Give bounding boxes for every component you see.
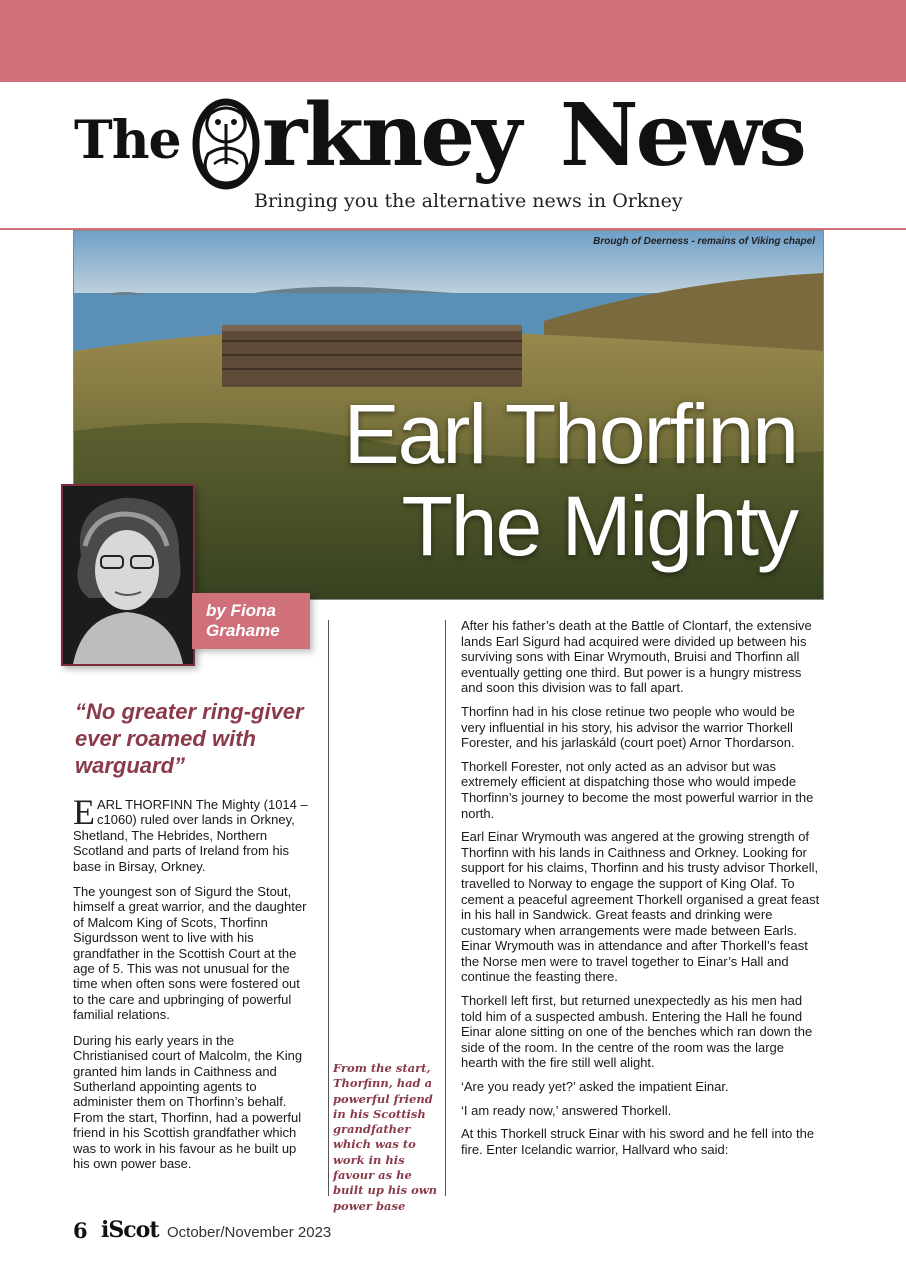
- paragraph: Earl Einar Wrymouth was angered at the growing strength of Thorfinn with his lands in Caithness and Orkney. Looking for support for his claims, Thorfinn and his trusty advisor Thorkell, travelled to Norway to engage the support of King Olaf. To cement a peaceful agreement Thorkell organised a great feast in his hall in Sandwick. Great feasts and drinking were customary when arrangements were made between Earls. Einar Wrymouth was in attendance and after Thorkell’s feast the Norse men were to travel together to Einar’s Hall and continue the feasting there.: [461, 829, 820, 985]
- paragraph-text: ARL THORFINN The Mighty (1014 – c1060) ruled over lands in Orkney, Shetland, The Hebrides, Northern Scotland and parts of Ireland from his base in Birsay, Orkney.: [73, 797, 308, 874]
- article-title-line1: Earl Thorfinn: [343, 387, 797, 481]
- masthead-news: News: [560, 85, 804, 186]
- drop-cap: E: [73, 792, 95, 832]
- column-divider: [445, 620, 446, 1196]
- paragraph: [73, 792, 311, 874]
- author-byline: by Fiona Grahame: [206, 601, 280, 640]
- top-color-band: [0, 0, 906, 82]
- paragraph: ‘Are you ready yet?’ asked the impatient Einar.: [461, 1079, 729, 1095]
- masthead: [0, 82, 906, 230]
- article-column-1: [73, 792, 311, 1181]
- paragraph: At this Thorkell struck Einar with his sword and he fell into the fire. Enter Icelandic warrior, Hallvard who said:: [461, 1126, 815, 1157]
- article-column-3: [461, 618, 821, 1165]
- page-number: 6: [73, 1218, 88, 1243]
- paragraph: The youngest son of Sigurd the Stout, himself a great warrior, and the daughter of Malcom King of Scots, Thorfinn Sigurdsson went to live with his grandfather in the Scottish Court at the age of 5. This was not unusual for the time when often sons were fostered out to the care and upbringing of powerful familial relations.: [73, 884, 307, 1023]
- paragraph: Thorkell left first, but returned unexpectedly as his men had told him of a suspected ambush. Entering the Hall he found Einar alone sitting on one of the benches which ran down the side of the room. In the centre of the room was the large hearth with the fire still well alight.: [461, 993, 813, 1071]
- photo-caption: Brough of Deerness - remains of Viking chapel: [593, 236, 815, 247]
- paragraph: ‘I am ready now,’ answered Thorkell.: [461, 1102, 672, 1118]
- byline-box: [192, 593, 310, 649]
- pull-quote: “No greater ring-giver ever roamed with warguard”: [75, 699, 304, 778]
- author-portrait: [61, 484, 195, 666]
- column-divider: [328, 620, 329, 1196]
- issue-date: October/November 2023: [167, 1224, 332, 1241]
- paragraph: Thorfinn had in his close retinue two people who would be very influential in his story, his advisor the warrior Thorkell Forester, and his jarlaskáld (court poet) Arnor Thordarson.: [461, 703, 795, 751]
- paragraph: Thorkell Forester, not only acted as an advisor but was extremely efficient at dispatching those who would impede Thorfinn’s journey to become the most powerful warrior in the north.: [461, 758, 814, 821]
- masthead-tagline: Bringing you the alternative news in Orkney: [254, 190, 683, 212]
- celtic-knot-logo-icon: [188, 94, 264, 194]
- article-title-line2: The Mighty: [401, 479, 797, 573]
- paragraph: After his father’s death at the Battle of Clontarf, the extensive lands Earl Sigurd had acquired were divided up between his surviving sons with Einar Wrymouth, Bruisi and Thorfinn all eventually getting one third. But power is a hungry mistress and soon this division was to fall apart.: [461, 618, 812, 696]
- publication-brand: iScot: [101, 1217, 159, 1243]
- paragraph: During his early years in the Christianised court of Malcolm, the King granted him lands in Caithness and Sutherland appointing agents to administer them on Thorfinn’s behalf. From the start, Thorfinn, had a powerful friend in his Scottish grandfather which was to work in his favour as he built up his own power base.: [73, 1032, 303, 1171]
- masthead-the: The: [74, 110, 181, 171]
- side-pull-quote: From the start, Thorfinn, had a powerful friend in his Scottish grandfather which was to work in his favour as he built up his own power base: [333, 1061, 437, 1213]
- masthead-rkney: rkney: [262, 85, 520, 186]
